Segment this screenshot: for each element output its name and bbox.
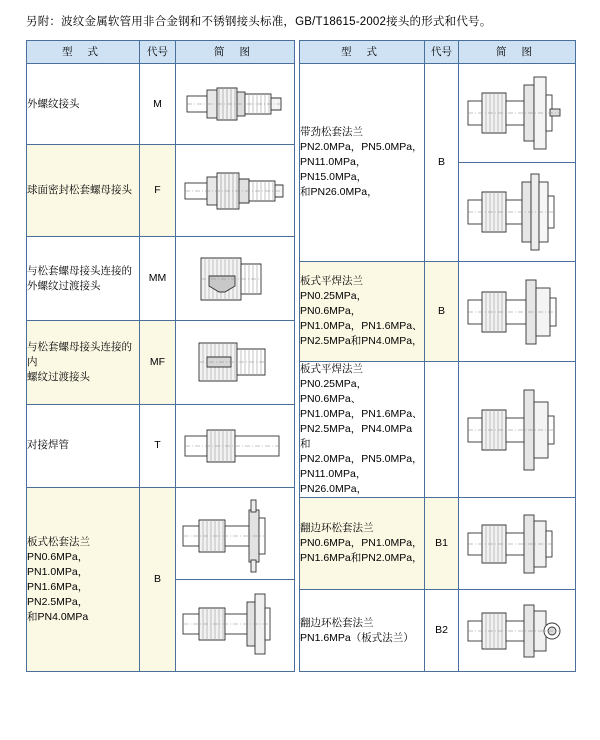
left-table: [26, 40, 295, 672]
table-row: [27, 404, 295, 488]
plate-flat-weld-flange-figure-1: [459, 262, 576, 362]
row-type-cell: 板式平焊法兰 PN0.25MPa，PN0.6MPa， PN1.0MPa，PN1.6MPa、 PN2.5MPa和PN4.0MPa，: [300, 262, 425, 362]
right-table-header: [300, 41, 576, 64]
header-type: 型 式: [300, 41, 425, 64]
table-row: [300, 590, 576, 672]
row-code-cell: M: [140, 64, 176, 145]
row-type-cell: 带劲松套法兰 PN2.0MPa，PN5.0MPa， PN11.0MPa，PN15.0MPa， 和PN26.0MPa，: [300, 64, 425, 262]
row-type-cell: 板式平焊法兰 PN0.25MPa，PN0.6MPa、 PN1.0MPa，PN1.6MPa、 PN2.5MPa，PN4.0MPa 和 PN2.0MPa，PN5.0MPa， PN11.0MPa，PN26.0MPa，: [300, 362, 425, 498]
row-type-cell: 翻边环松套法兰 PN1.6MPa（板式法兰）: [300, 590, 425, 672]
row-type-cell: 与松套螺母接头连接的内 螺纹过渡接头: [27, 320, 140, 404]
ribbed-loose-flange-figure-2: [459, 163, 575, 261]
table-row: [27, 64, 295, 145]
table-row: [27, 237, 295, 321]
spherical-seal-nut-figure: [176, 145, 295, 237]
plate-loose-flange-figure: [176, 488, 295, 672]
row-type-cell: 板式松套法兰 PN0.6MPa，PN1.0MPa， PN1.6MPa，PN2.5MPa， 和PN4.0MPa: [27, 488, 140, 672]
row-code-cell: B2: [425, 590, 459, 672]
table-row: [27, 488, 295, 672]
female-transition-figure: [176, 320, 295, 404]
header-figure: 简 图: [176, 41, 295, 64]
tables-container: [26, 40, 574, 672]
left-table-header: [27, 41, 295, 64]
row-code-cell: F: [140, 145, 176, 237]
table-row: [300, 498, 576, 590]
row-type-cell: 与松套螺母接头连接的 外螺纹过渡接头: [27, 237, 140, 321]
row-code-cell: MF: [140, 320, 176, 404]
row-code-cell: MM: [140, 237, 176, 321]
row-code-cell: B: [425, 64, 459, 262]
butt-weld-pipe-figure: [176, 404, 295, 488]
row-type-cell: 翻边环松套法兰 PN0.6MPa，PN1.0MPa， PN1.6MPa和PN2.0MPa，: [300, 498, 425, 590]
row-code-cell: [425, 362, 459, 498]
header-code: 代号: [140, 41, 176, 64]
table-row: [27, 145, 295, 237]
lap-joint-flange-figure-1: [459, 498, 576, 590]
header-code: 代号: [425, 41, 459, 64]
male-transition-figure: [176, 237, 295, 321]
ribbed-loose-flange-figure-1: [459, 64, 575, 163]
threaded-coupling-figure: [176, 64, 295, 145]
table-row: [300, 262, 576, 362]
row-type-cell: 外螺纹接头: [27, 64, 140, 145]
row-code-cell: B: [425, 262, 459, 362]
ribbed-loose-flange-figures: [459, 64, 576, 262]
row-type-cell: 对接焊管: [27, 404, 140, 488]
right-table: [299, 40, 576, 672]
row-type-cell: 球面密封松套螺母接头: [27, 145, 140, 237]
lap-joint-flange-figure-2: [459, 590, 576, 672]
row-code-cell: T: [140, 404, 176, 488]
row-code-cell: B1: [425, 498, 459, 590]
table-row: [27, 320, 295, 404]
table-row: [300, 362, 576, 498]
page-title: 另附：波纹金属软管用非合金钢和不锈钢接头标准，GB/T18615-2002接头的形式和代号。: [26, 16, 492, 28]
table-row: [300, 64, 576, 262]
header-type: 型 式: [27, 41, 140, 64]
plate-flat-weld-flange-figure-2: [459, 362, 576, 498]
header-figure: 简 图: [459, 41, 576, 64]
row-code-cell: B: [140, 488, 176, 672]
